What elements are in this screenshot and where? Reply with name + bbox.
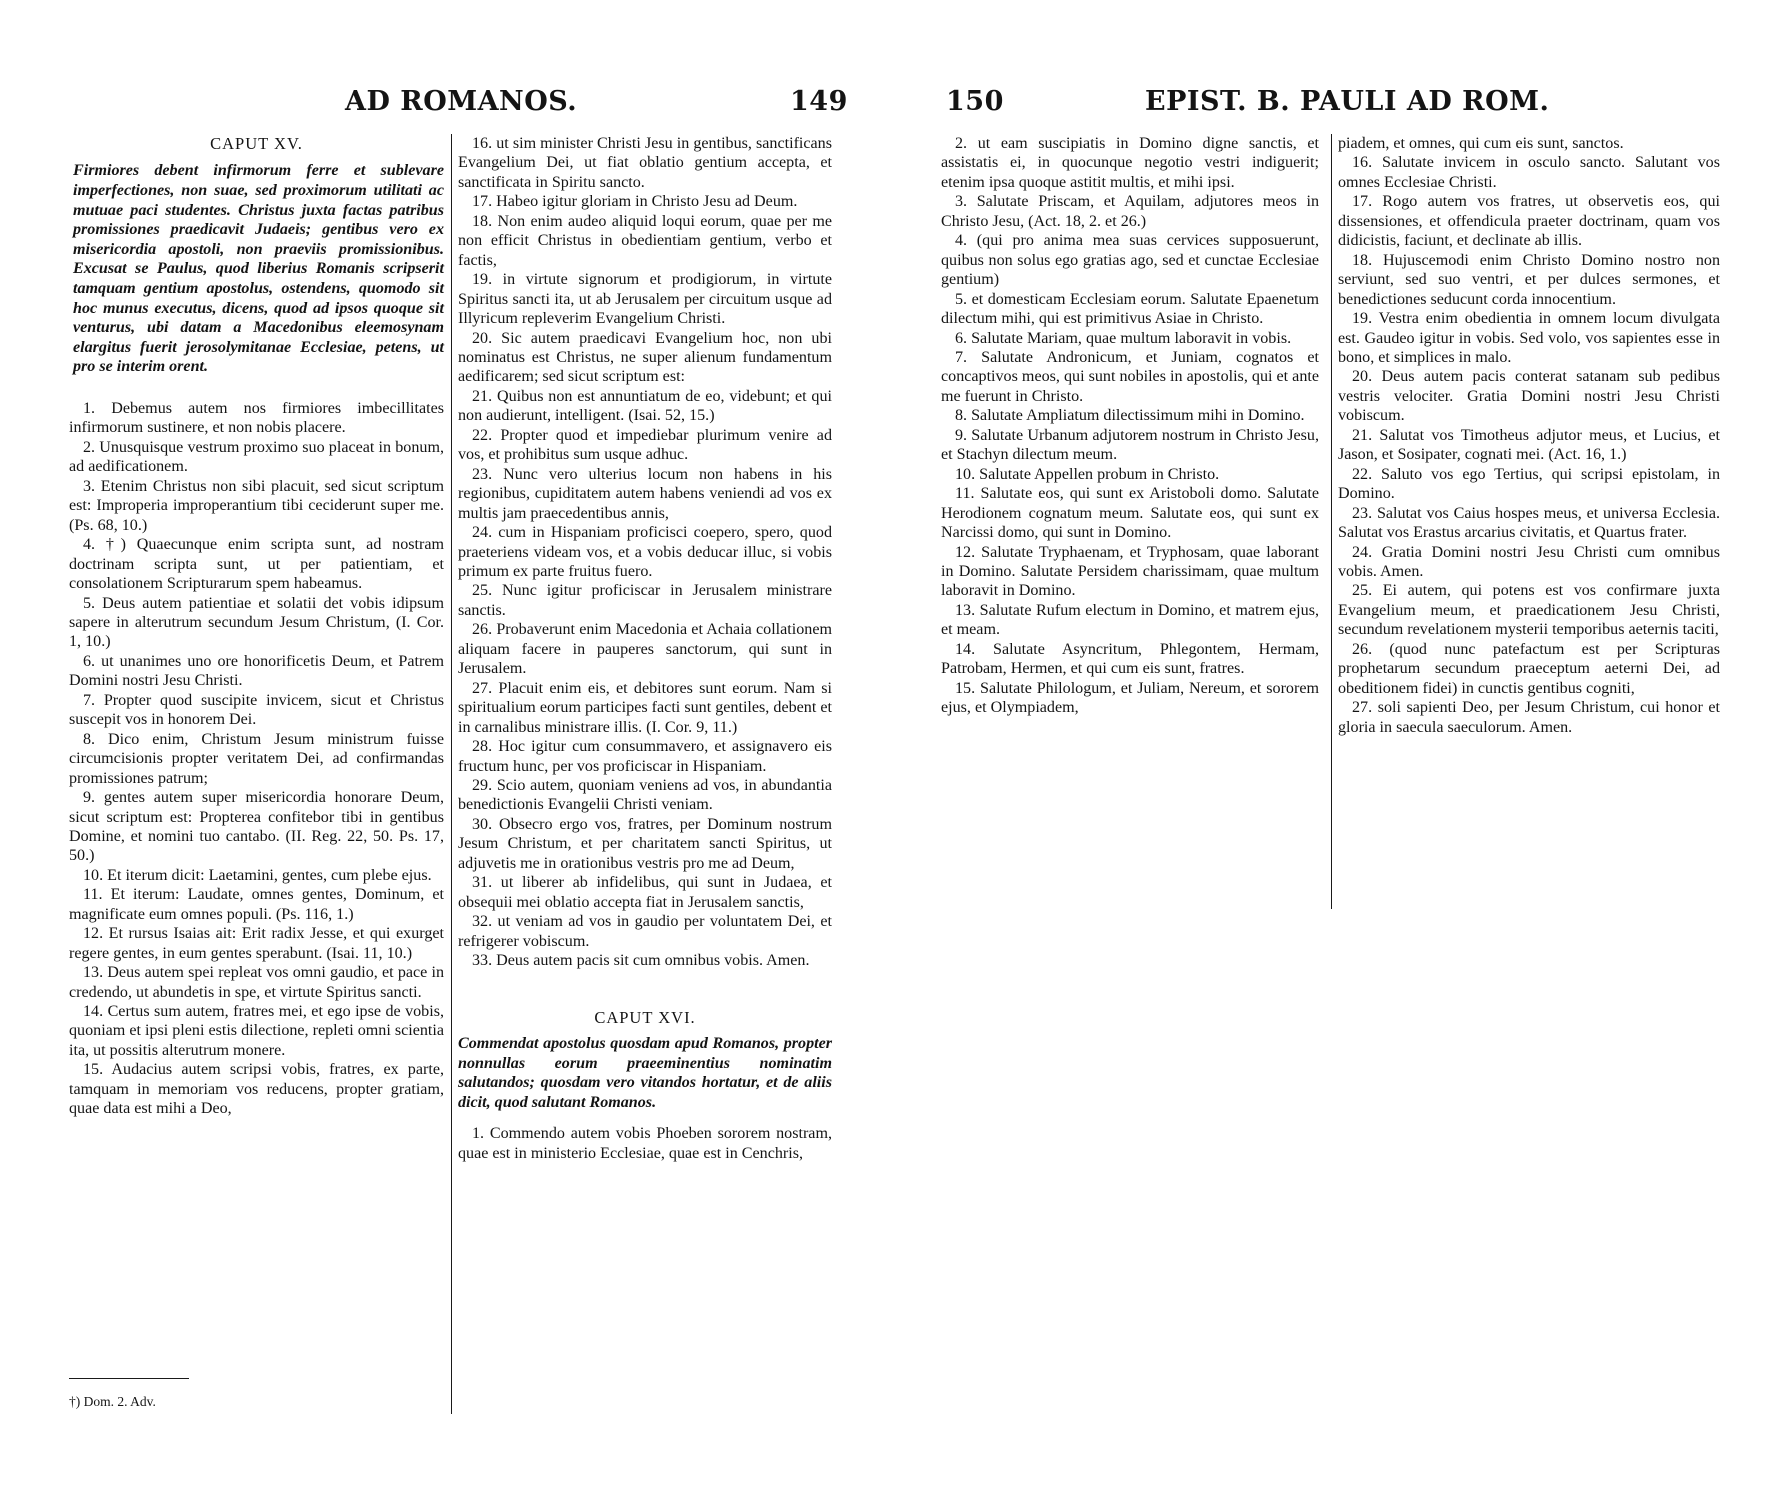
verse: 25. Nunc igitur proficiscar in Jerusalem ministrare sanctis.: [458, 582, 832, 619]
verse: 7. Salutate Andronicum, et Juniam, cognatos et concaptivos meos, qui sunt nobiles in apostolis, qui et ante me fuerunt in Christo.: [941, 348, 1319, 405]
verse: 12. Et rursus Isaias ait: Erit radix Jesse, et qui exurget regere gentes, in eum gentes sperabunt. (Isai. 11, 10.): [69, 925, 444, 962]
verse: 27. soli sapienti Deo, per Jesum Christum, cui honor et gloria in saecula saeculorum. Amen.: [1338, 699, 1720, 736]
verse-list-xvi-right: [1338, 153, 1720, 737]
verse: 26. Probaverunt enim Macedonia et Achaia collationem aliquam facere in pauperes sanctorum, qui sunt in Jerusalem.: [458, 621, 832, 678]
verse: 6. ut unanimes uno ore honorificetis Deum, et Patrem Domini nostri Jesu Christi.: [69, 652, 444, 690]
verse: 25. Ei autem, qui potens est vos confirmare juxta Evangelium meum, et praedicationem Jesu Christi, secundum revelationem mysterii temporibus aeternis taciti,: [1338, 582, 1720, 639]
verse: 24. Gratia Domini nostri Jesu Christi cum omnibus vobis. Amen.: [1338, 543, 1720, 580]
verse: 31. ut liberer ab infidelibus, qui sunt in Judaea, et obsequii mei oblatio accepta fiat in Jerusalem sanctis,: [458, 874, 832, 911]
verse: 9. gentes autem super misericordia honorare Deum, sicut scriptum est: Propterea confitebor tibi in gentibus Domine, et nomini tuo cantabo. (II. Reg. 22, 50. Ps. 17, 50.): [69, 789, 444, 865]
verse: 20. Sic autem praedicavi Evangelium hoc, non ubi nominatus est Christus, ne super alienum fundamentum aedificarem; sed sicut scriptum est:: [458, 329, 832, 386]
verse: 15. Salutate Philologum, et Juliam, Nereum, et sororem ejus, et Olympiadem,: [941, 679, 1319, 717]
verse: 13. Deus autem spei repleat vos omni gaudio, et pace in credendo, ut abundetis in spe, et virtute Spiritus sancti.: [69, 964, 444, 1001]
verse: 29. Scio autem, quoniam veniens ad vos, in abundantia benedictionis Evangelii Christi veniam.: [458, 776, 832, 814]
page-number-right: 150: [946, 86, 1004, 117]
verse: 10. Et iterum dicit: Laetamini, gentes, cum plebe ejus.: [83, 866, 432, 884]
verse: 14. Certus sum autem, fratres mei, et ego ipse de vobis, quoniam et ipsi pleni estis dilectione, repleti omni scientia ita, ut possitis alterutrum monere.: [69, 1003, 444, 1059]
left-page-column-2: [458, 134, 832, 1163]
running-head-left: AD ROMANOS.: [345, 86, 578, 117]
verse: 33. Deus autem pacis sit cum omnibus vobis. Amen.: [472, 952, 810, 970]
verse: 3. Salutate Priscam, et Aquilam, adjutores meos in Christo Jesu, (Act. 18, 2. et 26.): [941, 193, 1319, 230]
footnote-rule: [69, 1378, 189, 1379]
verse: 19. in virtute signorum et prodigiorum, in virtute Spiritus sancti ita, ut ab Jerusalem per circuitum usque ad Illyricum repleverim Evangelium Christi.: [458, 271, 832, 328]
verse: 19. Vestra enim obedientia in omnem locum divulgata est. Gaudeo igitur in vobis. Sed volo, vos sapientes esse in bono, et simplices in malo.: [1338, 310, 1720, 366]
verse: 21. Salutat vos Timotheus adjutor meus, et Lucius, et Jason, et Sosipater, cognati mei. (Act. 16, 1.): [1338, 426, 1720, 464]
verse: 5. et domesticam Ecclesiam eorum. Salutate Epaenetum dilectum mihi, qui est primitivus Asiae in Christo.: [941, 290, 1319, 328]
verse-list-xv-left: [69, 399, 444, 1119]
verse-list-xv-right: [458, 134, 832, 970]
verse: 10. Salutate Appellen probum in Christo.: [955, 465, 1220, 483]
verse: 27. Placuit enim eis, et debitores sunt eorum. Nam si spiritualium eorum participes facti sunt gentiles, debent et in carnalibus ministrare illis. (I. Cor. 9, 11.): [458, 679, 832, 736]
verse: 21. Quibus non est annuntiatum de eo, videbunt; et qui non audierunt, intelligent. (Isai. 52, 15.): [458, 387, 832, 425]
verse: 30. Obsecro ergo vos, fratres, per Dominum nostrum Jesum Christum, et per charitatem sancti Spiritus, ut adjuvetis me in orationibus vestris pro me ad Deum,: [458, 815, 832, 872]
verse: 16. ut sim minister Christi Jesu in gentibus, sanctificans Evangelium Dei, ut fiat oblatio gentium accepta, et sanctificata in Spiritu sancto.: [458, 135, 832, 191]
right-page-column-1: [941, 134, 1319, 718]
verse: 8. Dico enim, Christum Jesum ministrum fuisse circumcisionis propter veritatem Dei, ad confirmandas promissiones patrum;: [69, 730, 444, 787]
chapter-summary-xv: Firmiores debent infirmorum ferre et sublevare imperfectiones, non suae, sed proximorum utilitati ac mutuae paci studentes. Christus juxta factas patribus promissiones praedicavit Judaeis; gentibus vero ex misericordia apostoli, non praeviis promissionibus. Excusat se Paulus, quod liberius Romanis scripserit tamquam gentium apostolus, ostendens, quomodo sit hoc munus executus, dicens, quod ad ipsos quoque sit venturus, ubi datam a Macedonibus eleemosynam elargitus fuerit jerosolymitanae Ecclesiae, petens, ut pro se interim orent.: [73, 162, 444, 376]
verse: 15. Audacius autem scripsi vobis, fratres, ex parte, tamquam in memoriam vos reducens, propter gratiam, quae data est mihi a Deo,: [69, 1061, 444, 1118]
page-number-left: 149: [790, 86, 848, 117]
verse: 9. Salutate Urbanum adjutorem nostrum in Christo Jesu, et Stachyn dilectum meum.: [941, 426, 1319, 464]
verse: 11. Et iterum: Laudate, omnes gentes, Dominum, et magnificate eum omnes populi. (Ps. 116, 1.): [69, 886, 444, 923]
verse: 18. Hujuscemodi enim Christo Domino nostro non serviunt, sed suo ventri, et per dulces sermones, et benedictiones seducunt corda innocentium.: [1338, 251, 1720, 308]
verse: 1. Commendo autem vobis Phoeben sororem nostram, quae est in ministerio Ecclesiae, quae est in Cenchris,: [458, 1125, 832, 1162]
chapter-summary-xvi: Commendat apostolus quosdam apud Romanos, propter nonnullas eorum praeeminentius nominatim salutandos; quosdam vero vitandos hortatur, et de aliis dicit, quod salutant Romanos.: [458, 1034, 832, 1111]
chapter-heading-xv: CAPUT XV.: [210, 134, 303, 153]
verse-list-xvi-left: [941, 134, 1319, 718]
verse: 11. Salutate eos, qui sunt ex Aristoboli domo. Salutate Herodionem cognatum meum. Salutate eos, qui sunt ex Narcissi domo, qui sunt in Domino.: [941, 485, 1319, 542]
verse: 24. cum in Hispaniam proficisci coepero, spero, quod praeteriens videam vos, et a vobis deducar illuc, si vobis primum ex parte fruitus fuero.: [458, 524, 832, 580]
verse: 2. ut eam suscipiatis in Domino digne sanctis, et assistatis ei, in quocunque negotio vestri indiguerit; etenim ipsa quoque astitit multis, et mihi ipsi.: [941, 135, 1319, 191]
verse: 1. Debemus autem nos firmiores imbecillitates infirmorum sustinere, et non nobis placere.: [69, 399, 444, 437]
column-rule-left: [451, 134, 452, 1414]
verse: 17. Rogo autem vos fratres, ut observetis eos, qui dissensiones, et offendicula praeter doctrinam, quam vos didicistis, faciunt, et declinate ab illis.: [1338, 193, 1720, 250]
verse: 20. Deus autem pacis conterat satanam sub pedibus vestris velociter. Gratia Domini nostri Jesu Christi vobiscum.: [1338, 368, 1720, 425]
continued-line: piadem, et omnes, qui cum eis sunt, sanctos.: [1338, 135, 1624, 152]
verse: 32. ut veniam ad vos in gaudio per voluntatem Dei, et refrigerer vobiscum.: [458, 913, 832, 950]
verse: 22. Propter quod et impediebar plurimum venire ad vos, et prohibitus sum usque adhuc.: [458, 426, 832, 464]
verse: 13. Salutate Rufum electum in Domino, et matrem ejus, et meam.: [941, 601, 1319, 639]
verse: 17. Habeo igitur gloriam in Christo Jesu ad Deum.: [472, 193, 798, 211]
verse: 4. (qui pro anima mea suas cervices supposuerunt, quibus non solus ego gratias ago, sed et cunctae Ecclesiae gentium): [941, 232, 1319, 289]
verse: 5. Deus autem patientiae et solatii det vobis idipsum sapere in alterutrum secundum Jesum Christum, (I. Cor. 1, 10.): [69, 594, 444, 651]
verse: 7. Propter quod suscipite invicem, sicut et Christus suscepit vos in honorem Dei.: [69, 691, 444, 729]
verse: 4. †) Quaecunque enim scripta sunt, ad nostram doctrinam scripta sunt, ut per patientiam, et consolationem Scripturarum spem habeamus.: [69, 536, 444, 593]
verse: 23. Salutat vos Caius hospes meus, et universa Ecclesia. Salutat vos Erastus arcarius civitatis, et Quartus frater.: [1338, 504, 1720, 542]
verse: 3. Etenim Christus non sibi placuit, sed sicut scriptum est: Improperia improperantium tibi ceciderunt super me. (Ps. 68, 10.): [69, 477, 444, 534]
verse: 14. Salutate Asyncritum, Phlegontem, Hermam, Patrobam, Hermen, et qui cum eis sunt, fratres.: [941, 640, 1319, 678]
verse: 26. (quod nunc patefactum est per Scripturas prophetarum secundum praeceptum aeterni Dei, ad obeditionem fidei) in cunctis gentibus cogniti,: [1338, 640, 1720, 697]
verse: 28. Hoc igitur cum consummavero, et assignavero eis fructum hunc, per vos proficiscar in Hispaniam.: [458, 738, 832, 775]
left-page-column-1: [69, 134, 444, 1119]
verse: 16. Salutate invicem in osculo sancto. Salutant vos omnes Ecclesiae Christi.: [1338, 154, 1720, 191]
verse: 8. Salutate Ampliatum dilectissimum mihi in Domino.: [955, 407, 1305, 425]
column-rule-right: [1331, 134, 1332, 909]
chapter-heading-xvi: CAPUT XVI.: [594, 1008, 696, 1028]
verse: 12. Salutate Tryphaenam, et Tryphosam, quae laborant in Domino. Salutate Persidem charissimam, quae multum laboravit in Domino.: [941, 543, 1319, 600]
running-head-right: EPIST. B. PAULI AD ROM.: [1145, 86, 1550, 117]
verse: 18. Non enim audeo aliquid loqui eorum, quae per me non efficit Christus in obedientiam gentium, verbo et factis,: [458, 212, 832, 269]
verse: 2. Unusquisque vestrum proximo suo placeat in bonum, ad aedificationem.: [69, 438, 444, 476]
verse: 23. Nunc vero ulterius locum non habens in his regionibus, cupiditatem autem habens veniendi ad vos ex multis jam praecedentibus annis,: [458, 465, 832, 522]
right-page-column-2: [1338, 134, 1720, 737]
verse: 22. Saluto vos ego Tertius, qui scripsi epistolam, in Domino.: [1338, 465, 1720, 503]
footnote: †) Dom. 2. Adv.: [69, 1394, 156, 1409]
verse: 6. Salutate Mariam, quae multum laboravit in vobis.: [955, 329, 1292, 347]
